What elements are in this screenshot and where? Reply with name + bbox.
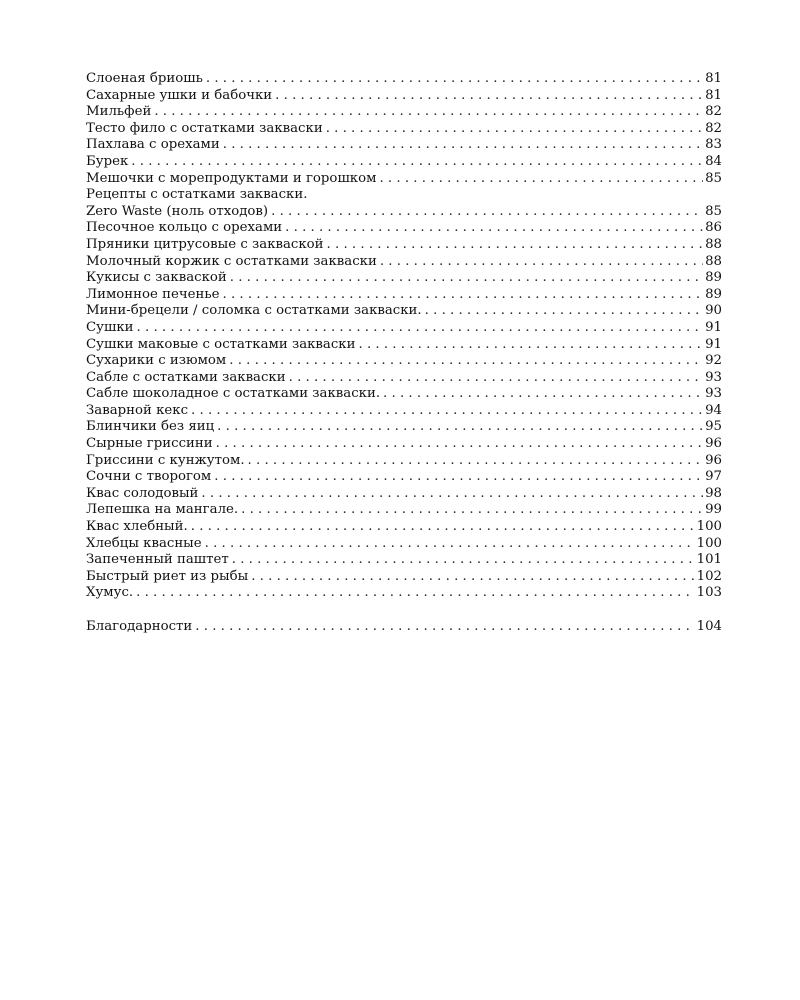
toc-leader-dots <box>229 353 703 370</box>
toc-entry <box>86 370 722 387</box>
toc-entry-title: Zero Waste (ноль отходов) <box>86 203 269 219</box>
toc-entry-page: 88 <box>705 253 722 269</box>
toc-entry-page: 97 <box>705 469 722 485</box>
toc-entry <box>86 569 722 586</box>
toc-entry-title: Сабле с остатками закваски <box>86 369 286 385</box>
toc-entry-title: Мешочки с морепродуктами и горошком <box>86 170 377 186</box>
toc-entry-page: 82 <box>705 120 722 136</box>
toc-entry-title: Запеченный паштет <box>86 552 229 568</box>
toc-leader-dots <box>326 121 703 138</box>
toc-entry-page: 90 <box>705 303 722 319</box>
toc-entry-title: Квас хлебный. <box>86 519 188 535</box>
toc-leader-dots <box>136 585 694 602</box>
toc-entry-title: Лепешка на мангале. <box>86 502 239 518</box>
toc-spacer <box>86 602 722 619</box>
toc-entry-page: 101 <box>696 552 722 568</box>
toc-entry-title: Пряники цитрусовые с закваской <box>86 236 324 252</box>
toc-entry <box>86 453 722 470</box>
toc-entry-page: 99 <box>705 502 722 518</box>
toc-leader-dots <box>191 403 703 420</box>
toc-entry <box>86 419 722 436</box>
toc-leader-dots <box>206 71 703 88</box>
toc-entry-page: 96 <box>705 436 722 452</box>
toc-entry-page: 89 <box>705 270 722 286</box>
toc-leader-dots <box>425 303 703 320</box>
toc-entry-title: Слоеная бриошь <box>86 71 203 86</box>
toc-leader-dots <box>137 320 704 337</box>
toc-entry-title: Хлебцы квасные <box>86 535 202 551</box>
toc-entry <box>86 436 722 453</box>
toc-entry <box>86 469 722 486</box>
toc-leader-dots <box>131 154 703 171</box>
toc-entry-title: Песочное кольцо с орехами <box>86 220 283 236</box>
toc-leader-dots <box>154 104 703 121</box>
toc-entry <box>86 552 722 569</box>
toc-entry-page: 91 <box>705 336 722 352</box>
toc-entry-page: 96 <box>705 452 722 468</box>
toc-entry-page: 94 <box>705 402 722 418</box>
toc-leader-dots <box>191 519 695 536</box>
toc-entry-title: Сушки <box>86 319 134 335</box>
toc-leader-dots <box>230 270 703 287</box>
toc-entry-page: 100 <box>696 519 722 535</box>
toc-entry <box>86 386 722 403</box>
toc-leader-dots <box>285 220 703 237</box>
toc-entry <box>86 287 722 304</box>
toc-entry <box>86 137 722 154</box>
toc-entry <box>86 121 722 138</box>
toc-entry <box>86 320 722 337</box>
toc-entry <box>86 204 722 221</box>
toc-leader-dots <box>275 88 703 105</box>
toc-leader-dots <box>383 386 703 403</box>
toc-entry-title: Сабле шоколадное с остатками закваски. <box>86 386 381 402</box>
toc-leader-dots <box>217 419 703 436</box>
toc-leader-dots <box>248 453 704 470</box>
toc-entry-title: Хумус. <box>86 585 134 601</box>
toc-entry-page: 81 <box>705 71 722 86</box>
toc-entry-page: 82 <box>705 104 722 120</box>
toc-entry <box>86 303 722 320</box>
toc-entry-page: 102 <box>696 568 722 584</box>
toc-entry-title: Благодарности <box>86 618 193 634</box>
toc-entry-page: 98 <box>705 485 722 501</box>
toc-entry-title: Квас солодовый <box>86 485 199 501</box>
toc-entry <box>86 353 722 370</box>
toc-leader-dots <box>214 469 703 486</box>
toc-leader-dots <box>380 254 703 271</box>
toc-leader-dots <box>251 569 694 586</box>
toc-entry-title: Бурек <box>86 153 129 169</box>
toc-entry <box>86 71 722 88</box>
toc-entry-title: Тесто фило с остатками закваски <box>86 120 323 136</box>
toc-leader-dots <box>232 552 695 569</box>
toc-entry <box>86 270 722 287</box>
toc-leader-dots <box>205 536 695 553</box>
toc-leader-dots <box>289 370 703 387</box>
toc-entry <box>86 519 722 536</box>
toc-entry-page: 95 <box>705 419 722 435</box>
toc-leader-dots <box>216 436 703 453</box>
toc-entry-page: 83 <box>705 137 722 153</box>
toc-entry-title: Лимонное печенье <box>86 286 220 302</box>
toc-entry-page: 85 <box>705 170 722 186</box>
toc-entry-title: Быстрый риет из рыбы <box>86 568 249 584</box>
toc-entry-title: Сушки маковые с остатками закваски <box>86 336 356 352</box>
toc-leader-dots <box>195 619 694 636</box>
toc-entry-title: Мини-брецели / соломка с остатками закваски. <box>86 303 422 319</box>
toc-entry <box>86 220 722 237</box>
toc-entry <box>86 254 722 271</box>
toc-entry <box>86 171 722 188</box>
toc-entry-title: Мильфей <box>86 104 152 120</box>
toc-entry-title: Заварной кекс <box>86 402 189 418</box>
toc-entry <box>86 154 722 171</box>
toc-entry <box>86 337 722 354</box>
toc-entry-title: Блинчики без яиц <box>86 419 215 435</box>
toc-leader-dots <box>358 337 703 354</box>
toc-entry-title: Сухарики с изюмом <box>86 353 227 369</box>
toc-leader-dots <box>327 237 704 254</box>
toc-section-heading <box>86 187 722 204</box>
toc-entry-page: 86 <box>705 220 722 236</box>
toc-entry-page: 81 <box>705 87 722 103</box>
toc-entry <box>86 585 722 602</box>
toc-entry <box>86 104 722 121</box>
toc-entry <box>86 403 722 420</box>
toc-entry-page: 103 <box>696 585 722 601</box>
toc-entry <box>86 536 722 553</box>
toc-entry <box>86 619 722 636</box>
toc-entry-title: Кукисы с закваской <box>86 270 227 286</box>
toc-entry-page: 100 <box>696 535 722 551</box>
toc-entry-page: 88 <box>705 236 722 252</box>
toc-entry-title: Сочни с творогом <box>86 469 212 485</box>
toc-entry-title: Сырные гриссини <box>86 436 213 452</box>
toc-entry <box>86 88 722 105</box>
toc-leader-dots <box>223 137 703 154</box>
toc-entry-page: 91 <box>705 319 722 335</box>
toc-entry-title: Сахарные ушки и бабочки <box>86 87 273 103</box>
toc-entry-page: 93 <box>705 386 722 402</box>
toc-entry-page: 84 <box>705 153 722 169</box>
toc-entry-title: Гриссини с кунжутом. <box>86 452 245 468</box>
toc-leader-dots <box>271 204 703 221</box>
toc-entry-page: 104 <box>696 618 722 634</box>
toc-entry <box>86 486 722 503</box>
toc-entry <box>86 502 722 519</box>
toc-entry-page: 85 <box>705 203 722 219</box>
toc-entry-page: 93 <box>705 369 722 385</box>
toc-leader-dots <box>379 171 703 188</box>
toc-leader-dots <box>223 287 704 304</box>
toc-entry-title: Пахлава с орехами <box>86 137 220 153</box>
toc-entry <box>86 237 722 254</box>
table-of-contents <box>86 71 722 635</box>
toc-entry-title: Молочный коржик с остатками закваски <box>86 253 377 269</box>
toc-entry-page: 89 <box>705 286 722 302</box>
toc-entry-page: 92 <box>705 353 722 369</box>
toc-section-heading-text: Рецепты с остатками закваски. <box>86 187 308 203</box>
toc-leader-dots <box>201 486 703 503</box>
toc-leader-dots <box>241 502 703 519</box>
